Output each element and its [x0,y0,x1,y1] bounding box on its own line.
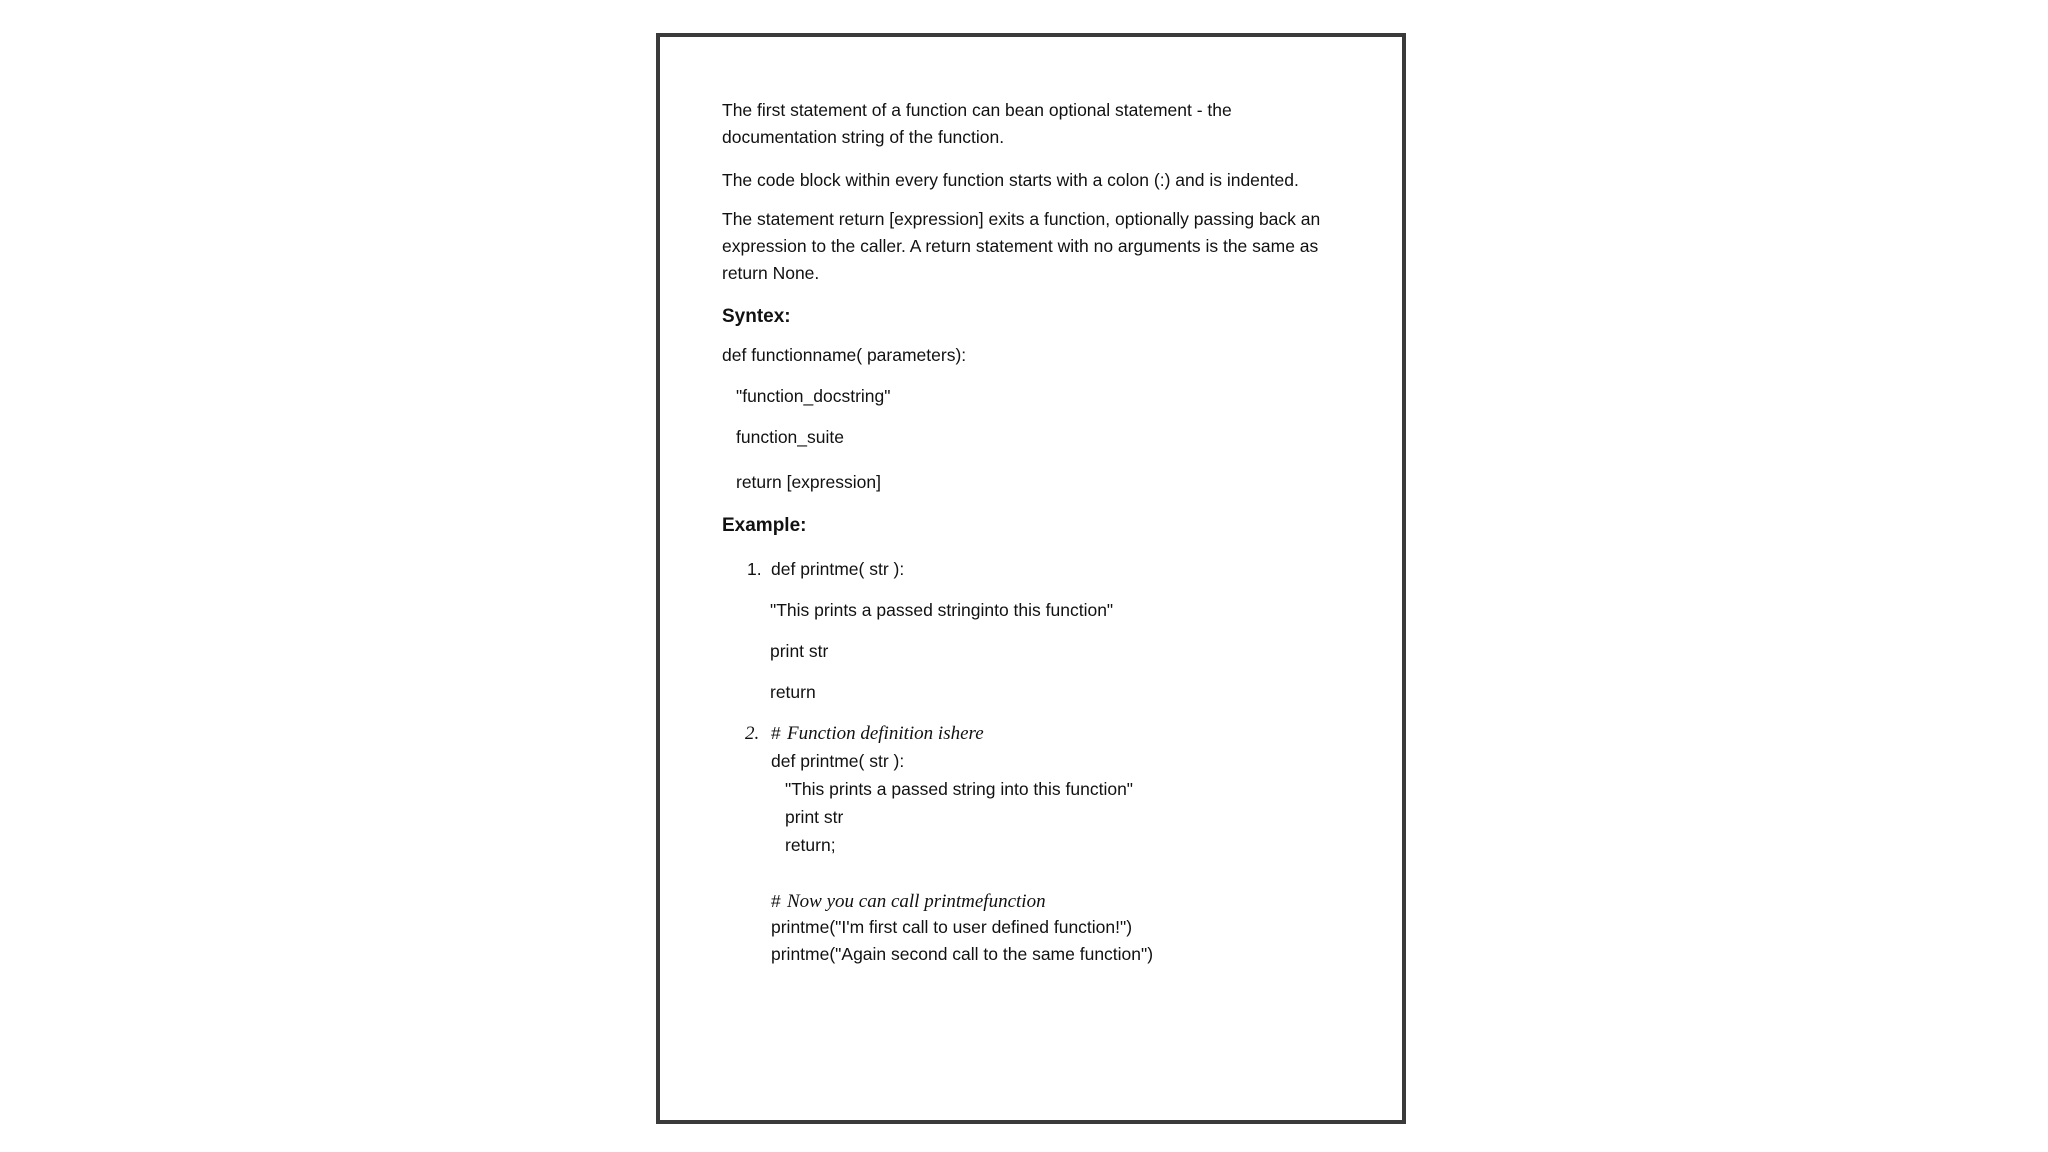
paragraph-return-line-2: expression to the caller. A return statement with no arguments is the same as [722,236,1319,256]
syntax-heading: Syntex: [722,306,791,327]
paragraph-return-line-1: The statement return [expression] exits a function, optionally passing back an [722,209,1321,229]
example-2-call-2: printme("Again second call to the same function") [771,944,1154,964]
example-2-comment-hash: # [771,723,781,743]
example-2-comment-definition: Function definition ishere [787,723,984,744]
example-1-number: 1. [747,559,762,579]
example-1-def-line: def printme( str ): [771,559,905,579]
example-2-docstring-line: "This prints a passed string into this function" [785,779,1134,799]
example-1-docstring-line: "This prints a passed stringinto this function" [770,600,1114,620]
example-2-print-line: print str [785,807,844,827]
example-1-print-line: print str [770,641,829,661]
example-1-return-line: return [770,682,816,702]
syntax-return-line: return [expression] [736,472,881,492]
example-2-comment-hash-2: # [771,891,781,911]
paragraph-return-line-3: return None. [722,263,820,283]
example-2-number: 2. [745,723,760,744]
example-2-return-line: return; [785,835,836,855]
example-2-comment-call: Now you can call printmefunction [787,891,1046,912]
paragraph-docstring-line-1: The first statement of a function can bean optional statement - the [722,100,1232,120]
syntax-docstring-line: "function_docstring" [736,386,891,406]
paragraph-docstring-line-2: documentation string of the function. [722,127,1005,147]
example-heading: Example: [722,515,807,536]
paragraph-code-block: The code block within every function starts with a colon (:) and is indented. [722,170,1299,190]
syntax-def-line: def functionname( parameters): [722,345,967,365]
example-2-call-1: printme("I'm first call to user defined function!") [771,917,1133,937]
syntax-suite-line: function_suite [736,427,844,447]
document-page [656,33,1406,1124]
example-2-def-line: def printme( str ): [771,751,905,771]
